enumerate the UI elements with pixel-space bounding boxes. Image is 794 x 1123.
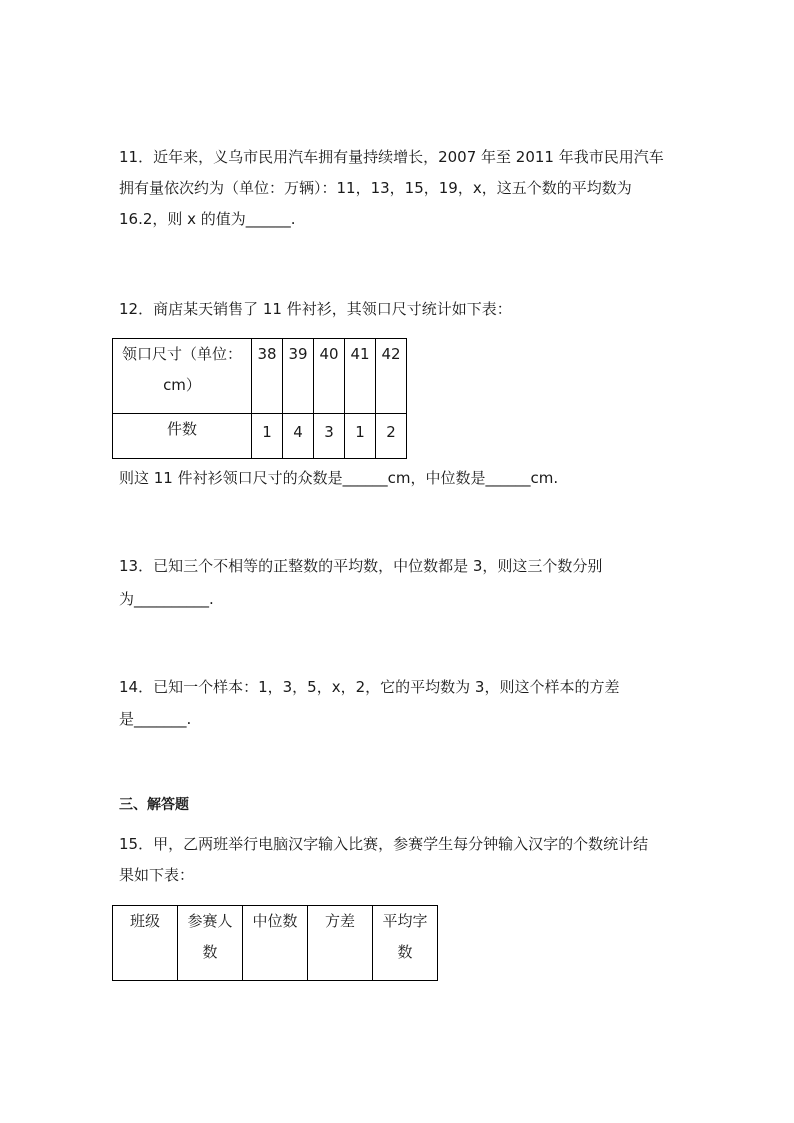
- variance-header: 方差: [308, 906, 373, 981]
- q15-line-2: 果如下表：: [119, 866, 195, 884]
- size-cell: 38: [252, 339, 283, 414]
- class-header: 班级: [113, 906, 178, 981]
- size-cell: 40: [314, 339, 345, 414]
- participants-header-line-2: 数: [202, 943, 218, 961]
- size-header-label-1: 领口尺寸（单位：: [121, 345, 242, 363]
- size-header-cell: [113, 339, 252, 414]
- q12-after-table: 则这 11 件衬衫领口尺寸的众数是______cm，中位数是______cm.: [119, 469, 559, 487]
- count-cell: 4: [283, 414, 314, 459]
- q13-line-2: 为__________.: [119, 590, 214, 608]
- q13-line-1: 13．已知三个不相等的正整数的平均数，中位数都是 3，则这三个数分别: [119, 557, 603, 575]
- q11-line-2: 拥有量依次约为（单位：万辆）：11，13，15，19，x，这五个数的平均数为: [119, 179, 632, 197]
- q11-line-3: 16.2，则 x 的值为______.: [119, 210, 296, 228]
- q15-line-1: 15．甲，乙两班举行电脑汉字输入比赛，参赛学生每分钟输入汉字的个数统计结: [119, 835, 649, 853]
- typing-contest-table: [112, 905, 438, 981]
- size-cell: 41: [345, 339, 376, 414]
- size-cell: 42: [376, 339, 407, 414]
- table-row: [113, 906, 438, 981]
- section-heading: 三、解答题: [119, 797, 189, 813]
- median-header: 中位数: [243, 906, 308, 981]
- q11-line-1: 11．近年来，义乌市民用汽车拥有量持续增长，2007 年至 2011 年我市民用汽车: [119, 148, 664, 166]
- q14-line-2: 是_______.: [119, 710, 192, 728]
- count-cell: 1: [252, 414, 283, 459]
- count-cell: 1: [345, 414, 376, 459]
- size-cell: 39: [283, 339, 314, 414]
- q12-line-1: 12．商店某天销售了 11 件衬衫，其领口尺寸统计如下表：: [119, 300, 512, 318]
- participants-header: [178, 906, 243, 981]
- count-label-cell: 件数: [113, 414, 252, 459]
- count-cell: 2: [376, 414, 407, 459]
- count-cell: 3: [314, 414, 345, 459]
- mean-header-line-1: 平均字: [382, 912, 428, 930]
- q14-line-1: 14．已知一个样本：1，3，5，x，2，它的平均数为 3，则这个样本的方差: [119, 678, 620, 696]
- mean-header-line-2: 数: [397, 943, 413, 961]
- participants-header-line-1: 参赛人: [187, 912, 233, 930]
- collar-size-table: [112, 338, 407, 459]
- size-header-label-2: cm）: [163, 376, 201, 394]
- table-row: [113, 414, 407, 459]
- table-row: [113, 339, 407, 414]
- mean-header: [373, 906, 438, 981]
